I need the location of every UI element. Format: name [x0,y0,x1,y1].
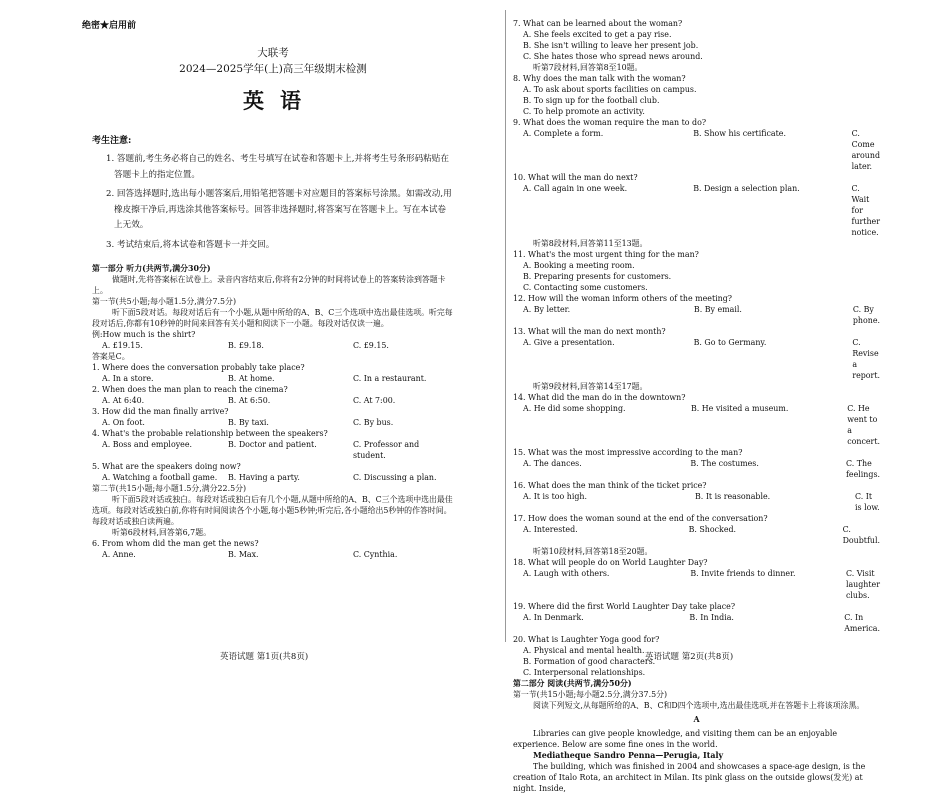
option-c: C. He went to a concert. [847,404,881,446]
example-answer: 答案是C。 [92,352,130,361]
subject-title: 英语 [243,88,317,113]
option-a: A. Interested. [523,525,578,534]
option-a: A. £19.15. [102,341,143,350]
material-note: 听第6段材料,回答第6,7题。 [112,528,211,537]
notice-item: 3. 考试结束后,将本试卷和答题卡一并交回。 [106,239,275,250]
option-b: B. Go to Germany. [693,338,767,347]
option-c: C. At 7:00. [353,396,396,405]
option-b: B. In India. [689,613,734,622]
question-text: 2. When does the man plan to reach the cinema? [92,385,288,394]
question-1 [92,362,454,384]
listening-section [92,263,454,560]
option-b: B. Invite friends to dinner. [690,569,796,578]
option-b: B. At 6:50. [228,396,271,405]
question-12 [513,293,880,326]
option-a: A. Anne. [102,550,136,559]
option-a: A. Complete a form. [523,129,604,138]
option-a: A. In a store. [102,374,154,383]
page-footer: 英语试题 第2页(共8页) [645,652,734,662]
question-11 [513,249,880,293]
question-text: 18. What will people do on World Laughter Day? [513,558,708,567]
question-text: 3. How did the man finally arrive? [92,407,229,416]
listening-continued [513,18,880,794]
option-b: B. At home. [228,374,275,383]
question-text: 10. What will the man do next? [513,173,638,182]
question-text: 8. Why does the man talk with the woman? [513,74,686,83]
option-b: B. She isn't willing to leave her present job. [523,41,699,50]
option-b: B. Having a party. [228,473,300,482]
option-a: A. He did some shopping. [523,404,626,413]
option-a: A. Watching a football game. [102,473,218,482]
exam-header [92,45,454,77]
example-question: 例:How much is the shirt? [92,330,196,339]
question-8 [513,73,880,117]
material-note: 听第7段材料,回答第8至10题。 [533,63,643,72]
option-a: A. On foot. [102,418,145,427]
question-text: 12. How will the woman inform others of the meeting? [513,294,733,303]
option-a: A. In Denmark. [523,613,584,622]
option-c: C. Doubtful. [842,525,881,545]
page-2 [470,0,950,793]
option-c: C. Contacting some customers. [523,283,648,292]
confidential-label: 绝密★启用前 [82,21,137,31]
question-19 [513,601,880,634]
option-b: B. Formation of good characters. [523,657,656,666]
option-b: B. Show his certificate. [693,129,786,138]
sec2-heading: 第二节(共15小题;每小题1.5分,满分22.5分) [92,484,247,493]
notice-list [92,152,454,253]
option-c: C. In America. [844,613,880,633]
notice-item: 2. 回答选择题时,选出每小题答案后,用铅笔把答题卡对应题目的答案标号涂黑。如需改动,用橡皮擦干净后,再选涂其他答案标号。回答非选择题时,将答案写在答题卡上。写在本试卷上无效。 [106,189,452,230]
option-b: B. To sign up for the football club. [523,96,660,105]
material-note: 听第9段材料,回答第14至17题。 [533,382,648,391]
option-b: B. He visited a museum. [690,404,789,413]
question-9 [513,117,880,172]
question-text: 14. What did the man do in the downtown? [513,393,686,402]
option-c: C. Cynthia. [353,550,398,559]
question-text: 7. What can be learned about the woman? [513,19,683,28]
option-c: C. Visit laughter clubs. [845,569,880,600]
option-c: C. Discussing a plan. [353,473,437,482]
option-b: B. Shocked. [688,525,737,534]
option-b: B. It is reasonable. [695,492,771,501]
passage-letter: A [693,715,700,724]
sec2-intro: 听下面5段对话或独白。每段对话或独白后有几个小题,从题中所给的A、B、C三个选项中选出最佳选项。每段对话或独白前,你将有时间阅读各个小题,每小题5秒钟;听完后,各小题给出5秒钟的作答时间。每段对话或独白读两遍。 [92,495,453,526]
option-b: B. £9.18. [228,341,264,350]
question-17 [513,513,880,546]
material-note: 听第10段材料,回答第18至20题。 [533,547,653,556]
part2-heading: 第二部分 阅读(共两节,满分50分) [513,679,632,688]
option-a: A. To ask about sports facilities on campus. [523,85,697,94]
contest-name: 大联考 [257,47,289,59]
question-4 [92,428,454,461]
question-text: 5. What are the speakers doing now? [92,462,241,471]
sec1-intro: 听下面5段对话。每段对话后有一个小题,从题中所给的A、B、C三个选项中选出最佳选项。听完每段对话后,你都有10秒钟的时间来回答有关小题和阅读下一小题。每段对话仅读一遍。 [92,308,453,328]
option-c: C. Professor and student. [353,440,420,460]
question-6 [92,538,454,560]
option-a: A. Call again in one week. [523,184,628,193]
question-7 [513,18,880,62]
option-a: A. Physical and mental health. [523,646,645,655]
option-c: C. In a restaurant. [353,374,427,383]
question-10 [513,172,880,238]
question-text: 16. What does the man think of the ticket price? [513,481,707,490]
question-text: 4. What's the probable relationship between the speakers? [92,429,328,438]
question-text: 9. What does the woman require the man to do? [513,118,707,127]
option-b: B. Design a selection plan. [693,184,800,193]
option-a: A. Booking a meeting room. [523,261,635,270]
option-b: B. The costumes. [690,459,759,468]
question-5 [92,461,454,483]
option-c: C. £9.15. [353,341,389,350]
question-16 [513,480,880,513]
question-text: 6. From whom did the man get the news? [92,539,259,548]
question-2 [92,384,454,406]
question-13 [513,326,880,381]
exam-title: 2024—2025学年(上)高三年级期末检测 [179,63,367,75]
option-b: B. Preparing presents for customers. [523,272,672,281]
question-text: 17. How does the woman sound at the end of the conversation? [513,514,768,523]
option-a: A. Boss and employee. [102,440,192,449]
passage-intro: Libraries can give people knowledge, and visiting them can be an enjoyable experience. Below are some fine ones in the world. [513,729,838,749]
question-text: 15. What was the most impressive according to the man? [513,448,743,457]
question-15 [513,447,880,480]
part1-heading: 第一部分 听力(共两节,满分30分) [92,264,211,273]
notice-heading: 考生注意: [92,136,132,146]
question-18 [513,557,880,601]
passage-body: The building, which was finished in 2004 and showcases a space-age design, is the creation of Italo Rota, an architect in Milan. Its pink glass on the outside glows(发光) at night. Inside, [513,762,866,793]
option-c: C. The feelings. [846,459,880,479]
option-a: A. Laugh with others. [523,569,610,578]
question-text: 13. What will the man do next month? [513,327,666,336]
page-1 [0,0,470,672]
question-text: 20. What is Laughter Yoga good for? [513,635,660,644]
option-a: A. Give a presentation. [523,338,615,347]
option-a: A. At 6:40. [102,396,145,405]
material-note: 听第8段材料,回答第11至13题。 [533,239,648,248]
option-b: B. By taxi. [228,418,269,427]
option-a: A. It is too high. [523,492,588,501]
sec1-heading: 第一节(共5小题;每小题1.5分,满分7.5分) [92,297,237,306]
question-text: 11. What's the most urgent thing for the man? [513,250,699,259]
option-b: B. By email. [693,305,742,314]
option-c: C. By phone. [852,305,881,325]
question-text: 1. Where does the conversation probably take place? [92,363,305,372]
option-a: A. She feels excited to get a pay rise. [523,30,672,39]
option-c: C. To help promote an activity. [523,107,645,116]
option-c: C. Come around later. [851,129,881,171]
page-footer: 英语试题 第1页(共8页) [220,652,309,662]
option-c: C. By bus. [353,418,394,427]
option-b: B. Doctor and patient. [228,440,317,449]
part2-sec1-heading: 第一节(共15小题;每小题2.5分,满分37.5分) [513,690,668,699]
option-a: A. The dances. [523,459,582,468]
option-c: C. Interpersonal relationships. [523,668,646,677]
option-a: A. By letter. [523,305,571,314]
example-options [92,340,454,351]
option-c: C. Revise a report. [852,338,881,380]
option-b: B. Max. [228,550,259,559]
passage-subtitle: Mediatheque Sandro Penna—Perugia, Italy [533,751,724,760]
question-14 [513,392,880,447]
option-c: C. It is low. [855,492,880,512]
question-text: 19. Where did the first World Laughter Day take place? [513,602,736,611]
part2-intro: 阅读下列短文,从每题所给的A、B、C和D四个选项中,选出最佳选项,并在答题卡上将该项涂黑。 [533,701,865,710]
question-3 [92,406,454,428]
notice-item: 1. 答题前,考生务必将自己的姓名、考生号填写在试卷和答题卡上,并将考生号条形码粘贴在答题卡上的指定位置。 [106,154,449,180]
option-c: C. She hates those who spread news around. [523,52,703,61]
option-c: C. Wait for further notice. [851,184,880,237]
part1-intro: 做题时,先将答案标在试卷上。录音内容结束后,你将有2分钟的时间将试卷上的答案转涂到答题卡上。 [92,275,446,295]
